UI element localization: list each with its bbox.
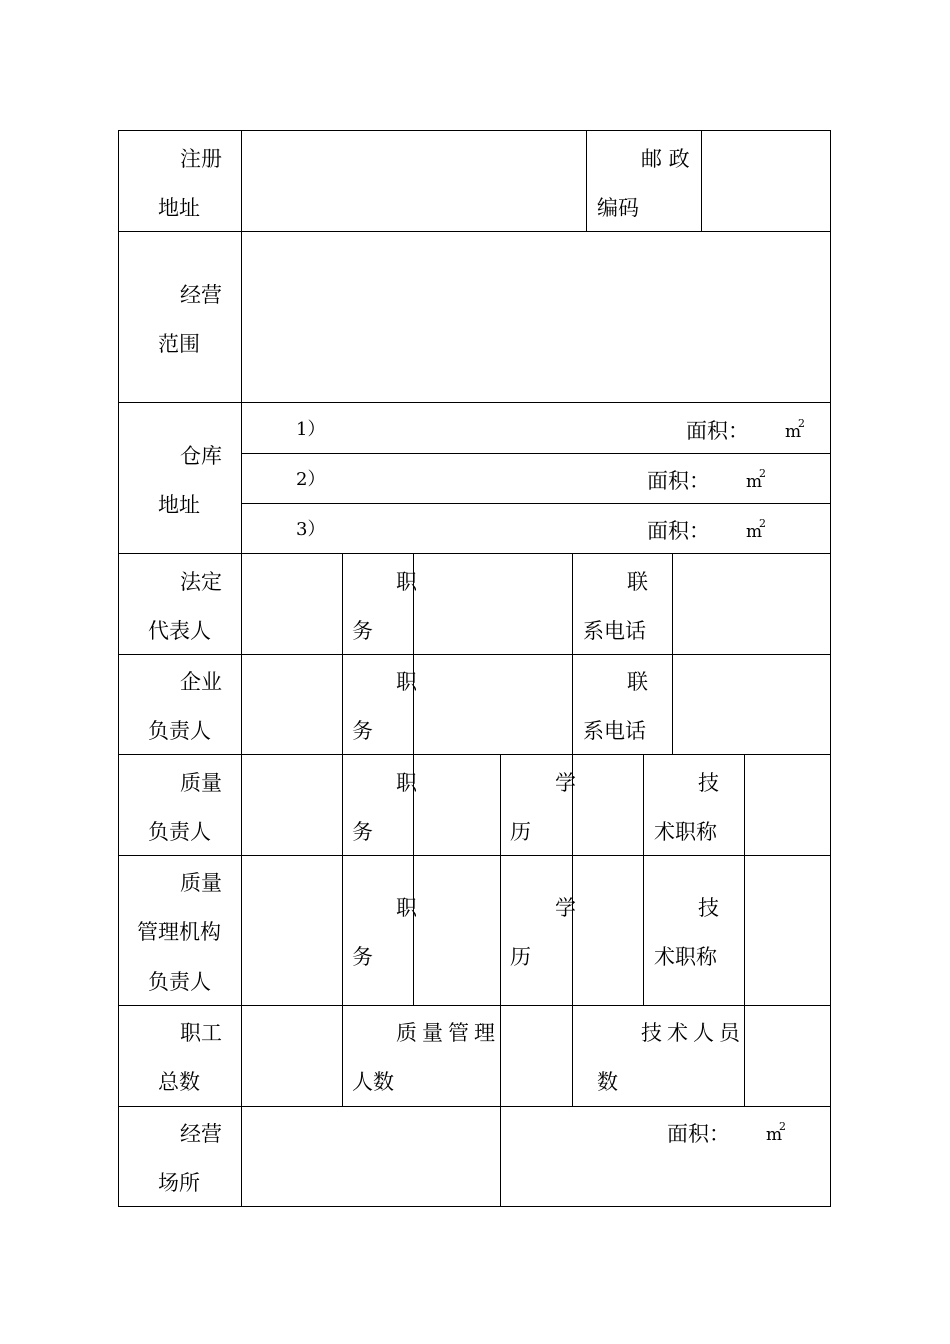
- total-staff-field[interactable]: [242, 1006, 342, 1106]
- row-divider: [118, 1005, 831, 1006]
- legal-rep-label: 法定: [180, 570, 222, 594]
- qm-dept-head-title-label: 技: [698, 896, 719, 920]
- quality-head-position-label: 职: [396, 771, 417, 795]
- business-scope-label: 经营: [180, 283, 222, 307]
- warehouse-row-divider: [241, 453, 831, 454]
- qm-staff-count-field[interactable]: [501, 1006, 572, 1106]
- business-scope-field[interactable]: [242, 232, 830, 402]
- table-border-right: [830, 130, 831, 1207]
- legal-rep-name-field[interactable]: [242, 554, 342, 654]
- col-divider: [342, 553, 343, 1106]
- registered-address-label: 注册: [180, 147, 222, 171]
- quality-head-name-field[interactable]: [242, 755, 342, 855]
- warehouse-row-divider: [241, 503, 831, 504]
- premises-area-label: 面积：: [667, 1122, 730, 1146]
- business-scope-label-line2: 范围: [158, 332, 200, 356]
- business-premises-field[interactable]: [242, 1107, 830, 1206]
- warehouse-address-label-line2: 地址: [158, 493, 200, 517]
- postal-code-field[interactable]: [702, 131, 830, 231]
- quality-head-position-label-line2: 务: [352, 820, 373, 844]
- legal-rep-position-field[interactable]: [414, 554, 572, 654]
- enterprise-head-label-line2: 负责人: [148, 719, 211, 743]
- enterprise-head-name-field[interactable]: [242, 655, 342, 754]
- enterprise-head-phone-label-line2: 系电话: [583, 719, 646, 743]
- enterprise-head-phone-field[interactable]: [673, 655, 830, 754]
- qm-dept-head-title-label-line2: 术职称: [654, 945, 717, 969]
- warehouse-row-2-index: 2）: [296, 469, 326, 490]
- qm-staff-count-label: 质量管理: [396, 1021, 500, 1045]
- enterprise-head-position-field[interactable]: [414, 655, 572, 754]
- quality-head-label: 质量: [180, 771, 222, 795]
- qm-dept-head-label-line2: 管理机构: [137, 920, 221, 944]
- tech-staff-count-label-line2: 数: [597, 1070, 618, 1094]
- business-premises-label: 经营: [180, 1122, 222, 1146]
- postal-code-label: 邮 政: [641, 147, 690, 171]
- premises-area-unit: m: [766, 1125, 783, 1145]
- registered-address-label-line2: 地址: [158, 196, 200, 220]
- warehouse-address-label: 仓库: [180, 444, 222, 468]
- business-premises-label-line2: 场所: [158, 1171, 200, 1195]
- warehouse-row-3-unit: m: [746, 522, 763, 542]
- row-divider: [118, 402, 831, 403]
- qm-staff-count-label-line2: 人数: [352, 1070, 394, 1094]
- tech-staff-count-field[interactable]: [745, 1006, 830, 1106]
- qm-dept-head-education-field[interactable]: [573, 856, 643, 1005]
- warehouse-row-2-unit-sup: 2: [759, 467, 766, 480]
- warehouse-row-1-unit: m: [785, 422, 802, 442]
- warehouse-row-2-area-label: 面积：: [647, 469, 710, 493]
- qm-dept-head-position-label: 职: [396, 896, 417, 920]
- premises-area-unit-sup: 2: [779, 1120, 786, 1133]
- enterprise-head-position-label-line2: 务: [352, 719, 373, 743]
- table-border-left: [118, 130, 119, 1207]
- quality-head-education-field[interactable]: [573, 755, 643, 855]
- total-staff-label: 职工: [180, 1021, 222, 1045]
- qm-dept-head-education-label-line2: 历: [510, 945, 531, 969]
- warehouse-row-1-unit-sup: 2: [798, 417, 805, 430]
- enterprise-head-position-label: 职: [396, 670, 417, 694]
- quality-head-label-line2: 负责人: [148, 820, 211, 844]
- legal-rep-position-label: 职: [396, 570, 417, 594]
- qm-dept-head-position-field[interactable]: [414, 856, 500, 1005]
- quality-head-title-field[interactable]: [745, 755, 830, 855]
- warehouse-row-3-index: 3）: [296, 519, 326, 540]
- legal-rep-phone-field[interactable]: [673, 554, 830, 654]
- warehouse-row-1-area-label: 面积：: [686, 419, 749, 443]
- tech-staff-count-label: 技术人员: [641, 1021, 745, 1045]
- quality-head-education-label-line2: 历: [510, 820, 531, 844]
- quality-head-education-label: 学: [555, 771, 576, 795]
- quality-head-position-field[interactable]: [414, 755, 500, 855]
- table-border-bottom: [118, 1206, 831, 1207]
- warehouse-row-3-unit-sup: 2: [759, 517, 766, 530]
- warehouse-row-1-index: 1）: [296, 419, 326, 440]
- legal-rep-phone-label: 联: [627, 570, 648, 594]
- qm-dept-head-name-field[interactable]: [242, 856, 342, 1005]
- qm-dept-head-position-label-line2: 务: [352, 945, 373, 969]
- legal-rep-label-line2: 代表人: [148, 619, 211, 643]
- total-staff-label-line2: 总数: [158, 1070, 200, 1094]
- quality-head-title-label-line2: 术职称: [654, 820, 717, 844]
- postal-code-label-line2: 编码: [597, 196, 639, 220]
- qm-dept-head-education-label: 学: [555, 896, 576, 920]
- legal-rep-phone-label-line2: 系电话: [583, 619, 646, 643]
- warehouse-row-3-area-label: 面积：: [647, 519, 710, 543]
- quality-head-title-label: 技: [698, 771, 719, 795]
- registered-address-field[interactable]: [242, 131, 586, 231]
- legal-rep-position-label-line2: 务: [352, 619, 373, 643]
- qm-dept-head-label: 质量: [180, 871, 222, 895]
- qm-dept-head-label-line3: 负责人: [148, 970, 211, 994]
- col-divider: [572, 553, 573, 755]
- enterprise-head-phone-label: 联: [627, 670, 648, 694]
- col-divider: [643, 754, 644, 1006]
- col-divider: [586, 130, 587, 232]
- enterprise-head-label: 企业: [180, 670, 222, 694]
- qm-dept-head-title-field[interactable]: [745, 856, 830, 1005]
- warehouse-row-2-unit: m: [746, 472, 763, 492]
